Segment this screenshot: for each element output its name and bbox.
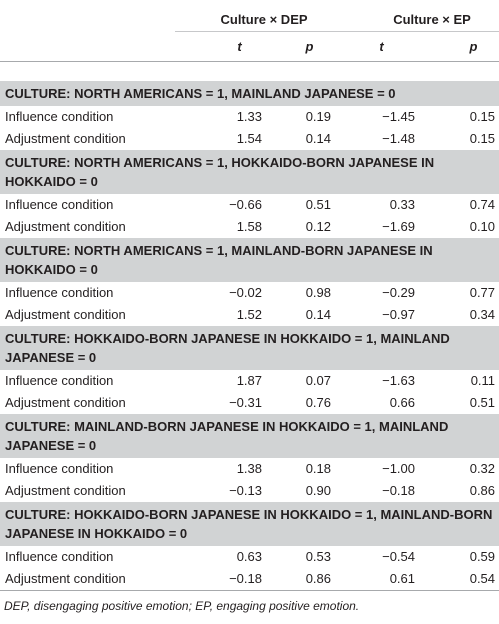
cell-t-ep: 0.33 bbox=[389, 197, 416, 212]
table-row bbox=[0, 568, 499, 591]
cell-p-ep: 0.11 bbox=[470, 373, 496, 388]
section-header-row bbox=[0, 414, 499, 458]
cell-t-ep: −1.00 bbox=[382, 461, 416, 476]
cell-p-dep: 0.90 bbox=[305, 483, 332, 498]
row-label: Adjustment condition bbox=[5, 307, 126, 322]
row-label: Adjustment condition bbox=[0, 568, 175, 591]
cell-t-dep: −0.18 bbox=[175, 568, 265, 591]
cell-p-ep: 0.51 bbox=[469, 395, 496, 410]
section-header-row bbox=[0, 150, 499, 194]
section-header-row bbox=[0, 326, 499, 370]
cell-t-ep: −1.45 bbox=[382, 109, 416, 124]
subheader-empty-cell bbox=[0, 32, 175, 62]
table-footnote: DEP, disengaging positive emotion; EP, engaging positive emotion. bbox=[4, 599, 360, 613]
subheader-t-dep: t bbox=[175, 32, 265, 62]
header-spacer bbox=[0, 62, 499, 81]
section-header-row bbox=[0, 81, 499, 107]
section-title: CULTURE: NORTH AMERICANS = 1, HOKKAIDO-BORN JAPANESE IN HOKKAIDO = 0 bbox=[0, 150, 499, 194]
table-row bbox=[0, 194, 499, 216]
subheader-p-ep: p bbox=[419, 32, 499, 62]
cell-t-dep: −0.66 bbox=[229, 197, 262, 212]
row-label: Adjustment condition bbox=[5, 395, 126, 410]
cell-p-ep: 0.74 bbox=[469, 197, 496, 212]
cell-t-dep: 1.38 bbox=[236, 461, 262, 476]
cell-p-dep: 0.18 bbox=[305, 461, 332, 476]
section-title: CULTURE: HOKKAIDO-BORN JAPANESE IN HOKKAIDO = 1, MAINLAND-BORN JAPANESE IN HOKKAIDO = 0 bbox=[0, 502, 499, 546]
table-row bbox=[0, 370, 499, 392]
table-row bbox=[0, 106, 499, 128]
table-row bbox=[0, 546, 499, 568]
row-label: Influence condition bbox=[5, 373, 114, 388]
cell-t-dep: 1.33 bbox=[236, 109, 262, 124]
table-row bbox=[0, 282, 499, 304]
cell-p-ep: 0.59 bbox=[469, 549, 496, 564]
cell-t-dep: 1.52 bbox=[236, 307, 262, 322]
row-label: Influence condition bbox=[5, 461, 114, 476]
section-title: CULTURE: MAINLAND-BORN JAPANESE IN HOKKAIDO = 1, MAINLAND JAPANESE = 0 bbox=[0, 414, 499, 458]
cell-p-dep: 0.14 bbox=[305, 307, 332, 322]
section-header-row bbox=[0, 502, 499, 546]
table-body bbox=[0, 62, 499, 591]
table-header bbox=[0, 0, 499, 62]
cell-t-dep: 0.63 bbox=[236, 549, 262, 564]
cell-t-dep: 1.54 bbox=[236, 131, 262, 146]
row-label: Influence condition bbox=[5, 197, 114, 212]
cell-p-ep: 0.15 bbox=[469, 131, 496, 146]
cell-p-ep: 0.15 bbox=[469, 109, 496, 124]
table-row bbox=[0, 392, 499, 414]
cell-p-dep: 0.76 bbox=[305, 395, 332, 410]
subheader-p-dep: p bbox=[265, 32, 335, 62]
cell-p-dep: 0.14 bbox=[305, 131, 332, 146]
cell-t-ep: −1.48 bbox=[382, 131, 416, 146]
header-empty-cell bbox=[0, 0, 175, 32]
cell-t-dep: 1.87 bbox=[236, 373, 262, 388]
cell-p-ep: 0.54 bbox=[419, 568, 499, 591]
cell-p-ep: 0.34 bbox=[469, 307, 496, 322]
table-row bbox=[0, 216, 499, 238]
header-culture-ep: Culture × EP bbox=[335, 0, 499, 32]
cell-p-dep: 0.19 bbox=[305, 109, 332, 124]
cell-t-ep: −0.18 bbox=[382, 483, 416, 498]
cell-t-ep: −0.54 bbox=[382, 549, 416, 564]
table-row bbox=[0, 304, 499, 326]
cell-t-dep: −0.02 bbox=[229, 285, 262, 300]
cell-p-ep: 0.86 bbox=[469, 483, 496, 498]
cell-p-ep: 0.32 bbox=[469, 461, 496, 476]
header-culture-dep: Culture × DEP bbox=[175, 0, 335, 32]
subheader-t-ep: t bbox=[335, 32, 419, 62]
cell-t-ep: 0.66 bbox=[389, 395, 416, 410]
row-label: Influence condition bbox=[5, 549, 114, 564]
cell-p-ep: 0.77 bbox=[469, 285, 496, 300]
cell-t-dep: −0.31 bbox=[229, 395, 262, 410]
cell-p-dep: 0.51 bbox=[305, 197, 332, 212]
row-label: Adjustment condition bbox=[5, 483, 126, 498]
cell-p-dep: 0.12 bbox=[305, 219, 332, 234]
row-label: Adjustment condition bbox=[5, 131, 126, 146]
cell-p-dep: 0.07 bbox=[305, 373, 332, 388]
cell-t-dep: −0.13 bbox=[229, 483, 262, 498]
cell-p-dep: 0.86 bbox=[265, 568, 335, 591]
section-header-row bbox=[0, 238, 499, 282]
section-title: CULTURE: HOKKAIDO-BORN JAPANESE IN HOKKAIDO = 1, MAINLAND JAPANESE = 0 bbox=[0, 326, 499, 370]
cell-p-dep: 0.98 bbox=[305, 285, 332, 300]
cell-p-dep: 0.53 bbox=[305, 549, 332, 564]
row-label: Influence condition bbox=[5, 285, 114, 300]
cell-p-ep: 0.10 bbox=[469, 219, 496, 234]
table-row bbox=[0, 458, 499, 480]
table-row bbox=[0, 128, 499, 150]
cell-t-ep: −0.29 bbox=[382, 285, 416, 300]
row-label: Influence condition bbox=[5, 109, 114, 124]
table-row bbox=[0, 480, 499, 502]
cell-t-ep: 0.61 bbox=[335, 568, 419, 591]
section-title: CULTURE: NORTH AMERICANS = 1, MAINLAND JAPANESE = 0 bbox=[0, 81, 499, 107]
cell-t-ep: −1.63 bbox=[382, 373, 416, 388]
cell-t-dep: 1.58 bbox=[236, 219, 262, 234]
row-label: Adjustment condition bbox=[5, 219, 126, 234]
cell-t-ep: −1.69 bbox=[382, 219, 416, 234]
cell-t-ep: −0.97 bbox=[382, 307, 416, 322]
section-title: CULTURE: NORTH AMERICANS = 1, MAINLAND-BORN JAPANESE IN HOKKAIDO = 0 bbox=[0, 238, 499, 282]
